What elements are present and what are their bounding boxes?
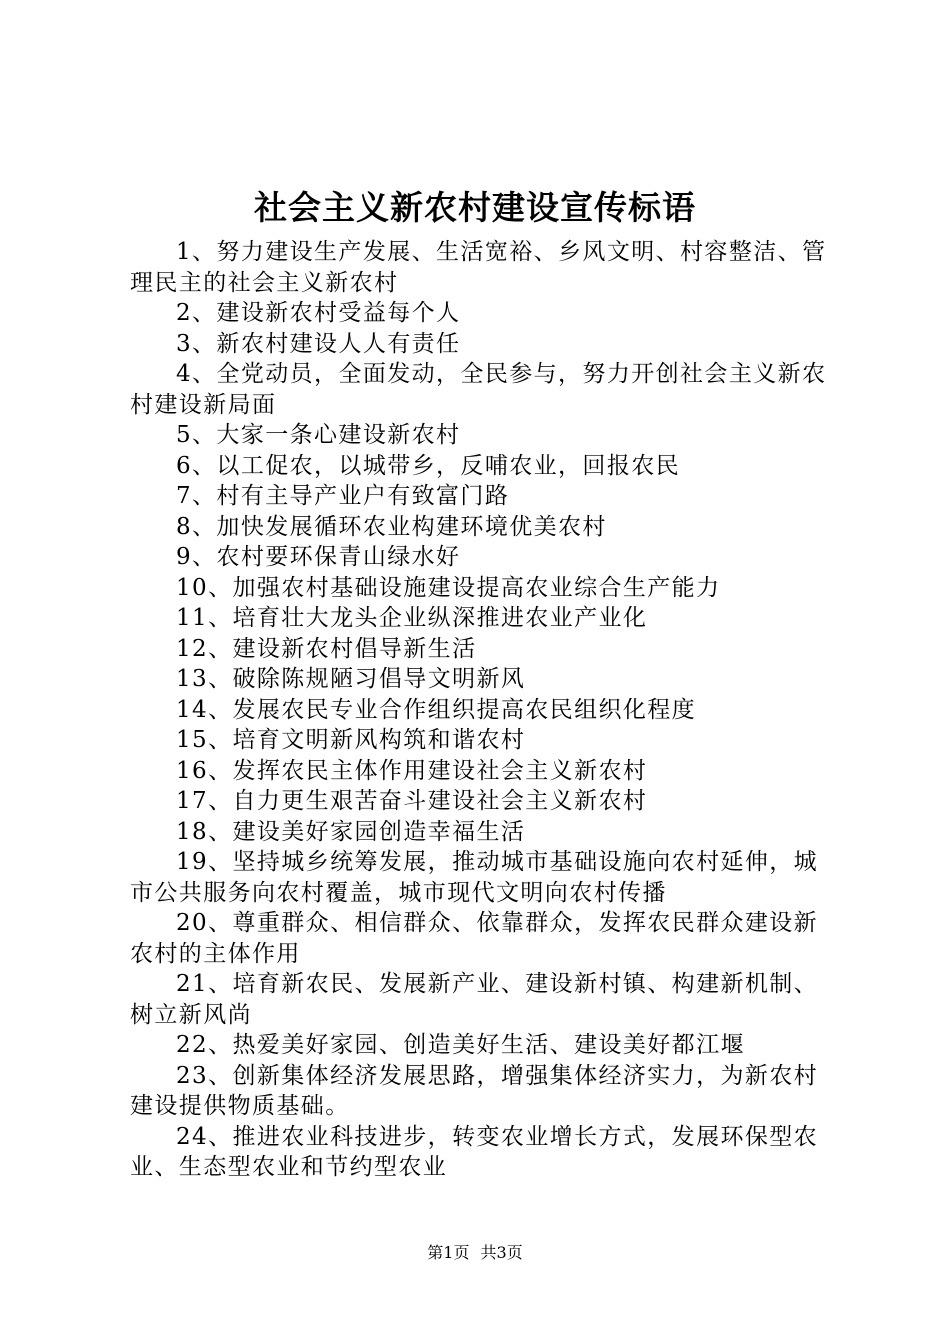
slogan-item-23: 23、创新集体经济发展思路，增强集体经济实力，为新农村建设提供物质基础。	[130, 1062, 819, 1119]
slogan-item-12: 12、建设新农村倡导新生活	[176, 635, 477, 662]
slogan-item-2: 2、建设新农村受益每个人	[176, 300, 461, 326]
slogan-item-6: 6、以工促农，以城带乡，反哺农业，回报农民	[176, 452, 681, 479]
slogan-item-4: 4、全党动员，全面发动，全民参与，努力开创社会主义新农村建设新局面	[130, 361, 827, 418]
slogan-item-9: 9、农村要环保青山绿水好	[176, 544, 461, 570]
slogan-item-24: 24、推进农业科技进步，转变农业增长方式，发展环保型农业、生态型农业和节约型农业	[130, 1123, 819, 1180]
slogan-item-17: 17、自力更生艰苦奋斗建设社会主义新农村	[176, 788, 648, 814]
document-title: 社会主义新农村建设宣传标语	[254, 188, 696, 227]
slogan-item-15: 15、培育文明新风构筑和谐农村	[176, 727, 526, 753]
slogan-item-11: 11、培育壮大龙头企业纵深推进农业产业化	[176, 605, 648, 631]
slogan-item-22: 22、热爱美好家园、创造美好生活、建设美好都江堰	[176, 1032, 745, 1058]
page-footer	[0, 1242, 950, 1264]
slogan-item-7: 7、村有主导产业户有致富门路	[176, 483, 510, 509]
slogan-item-5: 5、大家一条心建设新农村	[176, 422, 461, 448]
slogan-item-10: 10、加强农村基础设施建设提高农业综合生产能力	[176, 574, 721, 601]
page-number: 第1页	[427, 1243, 470, 1262]
slogan-item-20: 20、尊重群众、相信群众、依靠群众，发挥农民群众建设新农村的主体作用	[130, 910, 819, 967]
slogan-list	[130, 237, 830, 1183]
slogan-item-18: 18、建设美好家园创造幸福生活	[176, 818, 526, 845]
slogan-item-13: 13、破除陈规陋习倡导文明新风	[176, 666, 526, 692]
slogan-item-19: 19、坚持城乡统筹发展，推动城市基础设施向农村延伸，城市公共服务向农村覆盖，城市现代文明向农村传播	[130, 849, 819, 906]
slogan-item-16: 16、发挥农民主体作用建设社会主义新农村	[176, 757, 648, 784]
slogan-item-1: 1、努力建设生产发展、生活宽裕、乡风文明、村容整洁、管理民主的社会主义新农村	[130, 239, 827, 296]
page-total: 共3页	[480, 1243, 523, 1262]
slogan-item-8: 8、加快发展循环农业构建环境优美农村	[176, 513, 607, 540]
slogan-item-14: 14、发展农民专业合作组织提高农民组织化程度	[176, 696, 697, 723]
slogan-item-21: 21、培育新农民、发展新产业、建设新村镇、构建新机制、树立新风尚	[130, 971, 819, 1028]
slogan-item-3: 3、新农村建设人人有责任	[176, 330, 461, 357]
